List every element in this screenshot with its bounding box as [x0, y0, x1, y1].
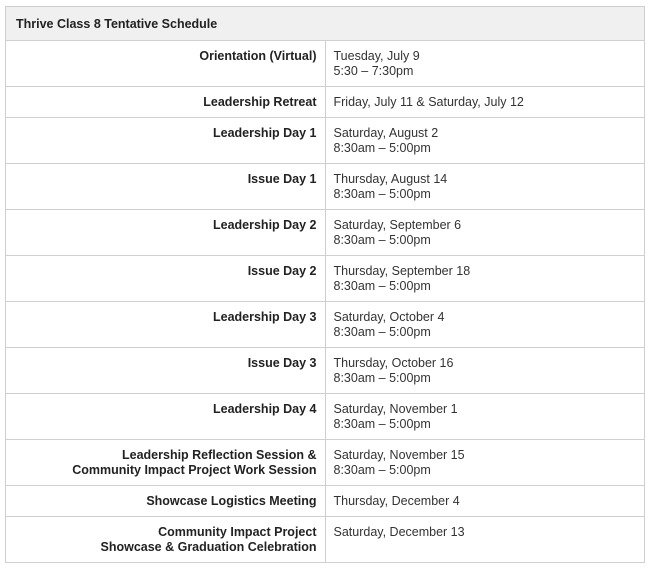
event-name-cell — [6, 486, 326, 517]
event-name-cell — [6, 256, 326, 302]
event-date: Thursday, October 16 — [333, 356, 454, 370]
event-date: Friday, July 11 & Saturday, July 12 — [333, 95, 524, 109]
event-time: 8:30am – 5:00pm — [333, 463, 431, 477]
event-date: Saturday, September 6 — [333, 218, 462, 232]
event-name-cell — [6, 394, 326, 440]
event-date: Tuesday, July 9 — [333, 49, 420, 63]
event-date: Saturday, November 15 — [333, 448, 465, 462]
table-row — [6, 486, 645, 517]
event-name-line: Showcase Logistics Meeting — [146, 494, 317, 508]
event-name-cell — [6, 87, 326, 118]
table-row — [6, 256, 645, 302]
event-time: 8:30am – 5:00pm — [333, 325, 431, 339]
event-time: 8:30am – 5:00pm — [333, 233, 431, 247]
event-name-cell — [6, 164, 326, 210]
table-row — [6, 210, 645, 256]
event-date: Saturday, August 2 — [333, 126, 439, 140]
table-row — [6, 517, 645, 563]
event-date: Thursday, August 14 — [333, 172, 448, 186]
event-date-cell — [325, 41, 645, 87]
event-name-cell — [6, 41, 326, 87]
event-time: 8:30am – 5:00pm — [333, 371, 431, 385]
table-row — [6, 302, 645, 348]
event-name-line: Leadership Day 4 — [212, 402, 317, 416]
event-name-line: Community Impact Project — [158, 525, 317, 539]
event-date: Thursday, December 4 — [333, 494, 460, 508]
table-row — [6, 348, 645, 394]
event-date: Saturday, December 13 — [333, 525, 465, 539]
event-date-cell — [325, 256, 645, 302]
event-name-line: Orientation (Virtual) — [199, 49, 317, 63]
table-header-row — [6, 7, 645, 41]
event-name-line: Leadership Reflection Session & — [122, 448, 317, 462]
event-name-line: Community Impact Project Work Session — [72, 463, 317, 477]
event-date-cell — [325, 210, 645, 256]
event-name-line: Showcase & Graduation Celebration — [100, 540, 317, 554]
event-date-cell — [325, 87, 645, 118]
event-name-line: Issue Day 2 — [247, 264, 317, 278]
table-title: Thrive Class 8 Tentative Schedule — [6, 7, 645, 41]
event-name-line: Leadership Day 2 — [212, 218, 317, 232]
event-name-line: Issue Day 3 — [247, 356, 317, 370]
event-date: Saturday, October 4 — [333, 310, 445, 324]
table-row — [6, 41, 645, 87]
event-name-cell — [6, 210, 326, 256]
event-time: 8:30am – 5:00pm — [333, 187, 431, 201]
event-date-cell — [325, 486, 645, 517]
event-date-cell — [325, 517, 645, 563]
event-date: Thursday, September 18 — [333, 264, 471, 278]
event-date-cell — [325, 164, 645, 210]
schedule-table — [5, 6, 645, 563]
event-name-line: Leadership Retreat — [203, 95, 317, 109]
event-time: 8:30am – 5:00pm — [333, 279, 431, 293]
event-name-cell — [6, 440, 326, 486]
table-row — [6, 87, 645, 118]
table-row — [6, 440, 645, 486]
table-row — [6, 394, 645, 440]
event-name-cell — [6, 118, 326, 164]
event-date-cell — [325, 118, 645, 164]
table-row — [6, 164, 645, 210]
event-time: 8:30am – 5:00pm — [333, 141, 431, 155]
event-name-line: Issue Day 1 — [247, 172, 317, 186]
table-row — [6, 118, 645, 164]
event-name-line: Leadership Day 3 — [212, 310, 317, 324]
event-time: 5:30 – 7:30pm — [333, 64, 414, 78]
event-date-cell — [325, 348, 645, 394]
table-body — [6, 41, 645, 563]
event-time: 8:30am – 5:00pm — [333, 417, 431, 431]
event-date-cell — [325, 302, 645, 348]
event-name-cell — [6, 348, 326, 394]
event-date: Saturday, November 1 — [333, 402, 458, 416]
event-name-cell — [6, 517, 326, 563]
event-date-cell — [325, 394, 645, 440]
event-date-cell — [325, 440, 645, 486]
event-name-line: Leadership Day 1 — [212, 126, 317, 140]
schedule-container — [5, 6, 645, 563]
event-name-cell — [6, 302, 326, 348]
